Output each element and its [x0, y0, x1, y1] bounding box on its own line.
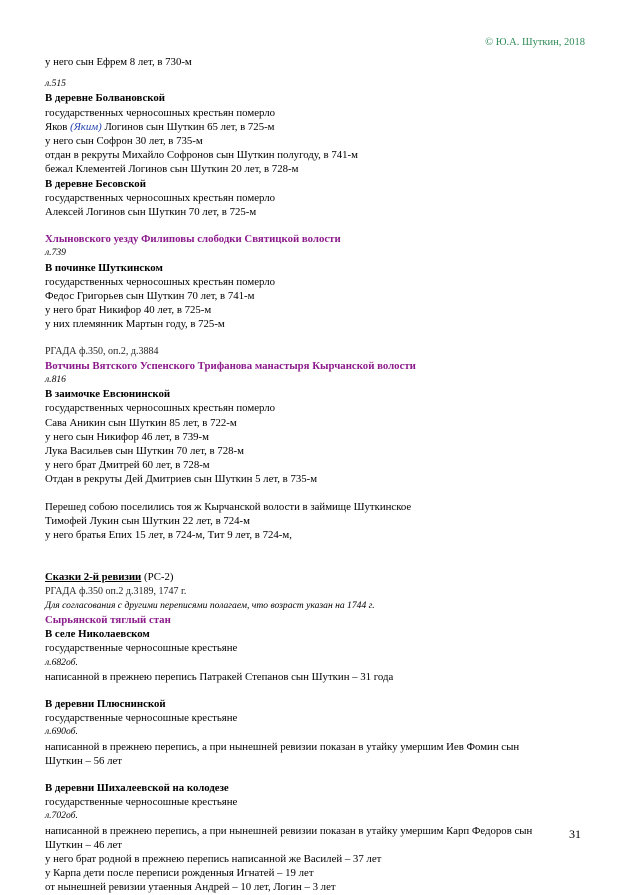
- text-line: государственные черносошные крестьяне: [45, 712, 238, 725]
- text-line-yakov: Яков (Яким) Логинов сын Шуткин 65 лет, в 725-м: [45, 120, 275, 133]
- village-heading: В деревне Бесовской: [45, 177, 146, 190]
- text-line: у него брат Дмитрей 60 лет, в 728-м: [45, 459, 210, 472]
- text-line: у него братья Епих 15 лет, в 724-м, Тит 9 лет, в 724-м,: [45, 529, 292, 542]
- archive-ref: РГАДА ф.350, оп.2, д.3884: [45, 345, 159, 357]
- text-line: написанной в прежнею перепись, а при нынешней ревизии показан в утайку умершим Иев Фомин сын: [45, 740, 520, 753]
- folio-ref: л.739: [45, 247, 66, 259]
- text-line: у него брат Никифор 40 лет, в 725-м: [45, 304, 212, 317]
- text-line: Сава Аникин сын Шуткин 85 лет, в 722-м: [45, 416, 237, 429]
- copyright-header: © Ю.А. Шуткин, 2018: [485, 37, 585, 48]
- district-heading: Сырьянской тяглый стан: [45, 613, 171, 626]
- village-heading: В деревне Болвановской: [45, 92, 165, 105]
- text-line: от нынешней ревизии утаенныя Андрей – 10 лет, Логин – 3 лет: [45, 881, 336, 894]
- text-line: написанной в прежнею перепись Патракей Степанов сын Шуткин – 31 года: [45, 670, 394, 683]
- text-line: Алексей Логинов сын Шуткин 70 лет, в 725-м: [45, 206, 257, 219]
- folio-ref: л.690об.: [45, 726, 78, 738]
- text-line: государственные черносошные крестьяне: [45, 642, 238, 655]
- text-line: Лука Васильев сын Шуткин 70 лет, в 728-м: [45, 445, 244, 458]
- text-line: у него сын Софрон 30 лет, в 735-м: [45, 135, 203, 148]
- text-line: государственных черносошных крестьян померло: [45, 191, 276, 204]
- text-line: государственных черносошных крестьян померло: [45, 402, 276, 415]
- name-variant-note: (Яким): [70, 120, 102, 133]
- page-number: 31: [569, 827, 581, 841]
- archive-ref: РГАДА ф.350 оп.2 д.3189, 1747 г.: [45, 585, 187, 597]
- village-heading: В деревни Шихалеевской на колодезе: [45, 781, 229, 794]
- text-line: Перешед собою поселились тоя ж Кырчанской волости в займище Шуткинское: [45, 500, 412, 513]
- folio-ref: л.515: [45, 78, 66, 90]
- text-line: Шуткин – 46 лет: [45, 838, 123, 851]
- folio-ref: л.816: [45, 374, 66, 386]
- text-line: государственные черносошные крестьяне: [45, 796, 238, 809]
- text-line: у него сын Ефрем 8 лет, в 730-м: [45, 56, 192, 68]
- text-line: государственных черносошных крестьян померло: [45, 275, 276, 288]
- text-line: Тимофей Лукин сын Шуткин 22 лет, в 724-м: [45, 514, 250, 527]
- text-line: у него сын Никифор 46 лет, в 739-м: [45, 430, 209, 443]
- revision-heading: Сказки 2-й ревизии (РС-2): [45, 571, 174, 584]
- document-body: [45, 55, 590, 895]
- text-line: Отдан в рекруты Дей Дмитриев сын Шуткин 5 лет, в 735-м: [45, 473, 318, 486]
- village-heading: В заимочке Евсюнинской: [45, 388, 171, 401]
- text-line: написанной в прежнею перепись, а при нынешней ревизии показан в утайку умершим Карп Федоров сын: [45, 824, 533, 837]
- village-heading: В починке Шуткинском: [45, 261, 163, 274]
- text-line: бежал Клементей Логинов сын Шуткин 20 лет, в 728-м: [45, 163, 299, 176]
- text-line: отдан в рекруты Михайло Софронов сын Шуткин полугоду, в 741-м: [45, 149, 358, 162]
- text-line: Федос Григорьев сын Шуткин 70 лет, в 741-м: [45, 290, 255, 303]
- text-line: Шуткин – 56 лет: [45, 754, 123, 767]
- text-line: у него брат родной в прежнею перепись написанной же Василей – 37 лет: [45, 852, 382, 865]
- text-line: государственных черносошных крестьян померло: [45, 106, 276, 119]
- district-heading: Хлыновского уезду Филиповы слободки Святицкой волости: [45, 233, 341, 246]
- text-line: у Карпа дети после переписи рожденныя Игнатей – 19 лет: [45, 867, 314, 880]
- text-line: у них племянник Мартын году, в 725-м: [45, 318, 225, 331]
- district-heading: Вотчины Вятского Успенского Трифанова манастыря Кырчанской волости: [45, 359, 416, 372]
- folio-ref: л.682об.: [45, 656, 78, 668]
- folio-ref: л.702об.: [45, 810, 78, 822]
- village-heading: В деревни Плюснинской: [45, 697, 166, 710]
- editor-note: Для согласования с другими переписями полагаем, что возраст указан на 1744 г.: [45, 599, 375, 611]
- village-heading: В селе Николаевском: [45, 628, 150, 641]
